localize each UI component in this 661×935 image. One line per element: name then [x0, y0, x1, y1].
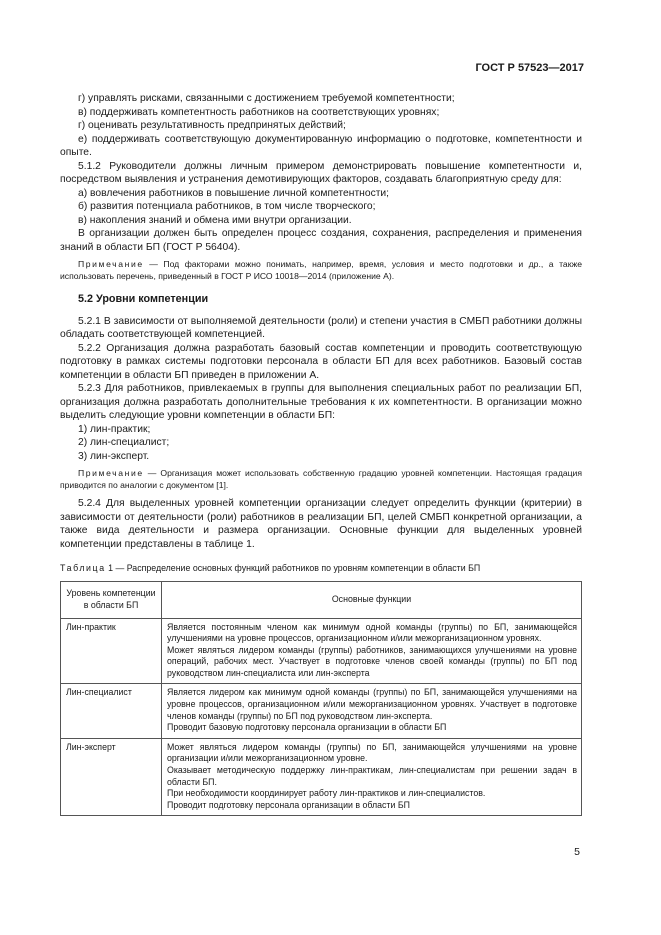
competence-table: [60, 581, 582, 817]
table-row: [61, 618, 582, 684]
function-text: Является лидером как минимум одной команды (группы) по БП, занимающейся улучшениями на уровне процессов, организационном и/или межорганизационном уровнях. Участвует в подготовке членов команды (группы) по БП под руководством лин-эксперта.: [167, 687, 577, 721]
table-caption-label: Таблица: [60, 563, 106, 573]
list-item: 3) лин-эксперт.: [78, 450, 150, 462]
function-text: Может являться лидером команды (группы) по БП, занимающейся улучшениями на уровне организации и/или межорганизационном уровне.: [167, 741, 577, 764]
section-heading: 5.2 Уровни компетенции: [78, 293, 209, 305]
list-item: б) развития потенциала работников, в том числе творческого;: [78, 201, 376, 212]
note-text: — Под факторами можно понимать, например, время, условия и место подготовки и др., а также использовать перечень, приведенный в ГОСТ Р ИСО 10018—2014 (приложение А).: [60, 259, 582, 281]
table-header-level: Уровень компетенции в области БП: [61, 581, 162, 618]
list-item: г) управлять рисками, связанными с достижением требуемой компетентности;: [78, 93, 455, 104]
table-header-row: [61, 581, 582, 618]
table-row: [61, 684, 582, 738]
list-item: а) вовлечения работников в повышение личной компетентности;: [78, 187, 390, 199]
note-label: Примечание: [78, 259, 144, 269]
list-item: в) накопления знаний и обмена ими внутри организации.: [78, 214, 352, 226]
document-header: ГОСТ Р 57523—2017: [475, 62, 584, 74]
table-cell-level: Лин-эксперт: [61, 738, 162, 816]
list-item: в) поддерживать компетентность работников на соответствующих уровнях;: [78, 106, 440, 118]
table-caption: [60, 562, 582, 576]
list-item: е) поддерживать соответствующую документированную информацию о подготовке, компетентности и опыте.: [60, 133, 582, 158]
function-text: При необходимости координирует работу лин-практиков и лин-специалистов.: [167, 788, 486, 799]
list-item: 2) лин-специалист;: [78, 437, 170, 448]
page-number: 5: [574, 846, 580, 858]
paragraph-5-2-3: 5.2.3 Для работников, привлекаемых в группы для выполнения специальных работ по реализации БП, организация должна разработать дополнительные требования к их компетентности. В организации можно выделить следующие уровни компетенции в области БП:: [60, 383, 582, 421]
note-label: Примечание: [78, 468, 144, 478]
note-text: — Организация может использовать собственную градацию уровней компетенции. Настоящая градация приводится по аналогии с документом [1].: [60, 468, 582, 490]
paragraph-5-2-4: 5.2.4 Для выделенных уровней компетенции организации следует определить функции (критерии) в зависимости от деятельности (роли) работников в реализации БП, целей СМБП конкретной организации, а также вида деятельности и размера организации. Основные функции для выделенных уровней компетенции представлены в таблице 1.: [60, 498, 582, 550]
function-text: Проводит подготовку персонала организации в области БП: [167, 799, 410, 810]
table-header-functions: Основные функции: [162, 581, 582, 618]
table-row: [61, 738, 582, 816]
table-cell-level: Лин-практик: [61, 618, 162, 684]
list-item: 1) лин-практик;: [78, 423, 151, 435]
table-cell-functions: [162, 684, 582, 738]
function-text: Является постоянным членом как минимум одной команды (группы) по БП, занимающейся улучшениями на уровне процессов, организационном и/или межорганизационном уровнях.: [167, 621, 577, 644]
table-caption-text: 1 — Распределение основных функций работников по уровням компетенции в области БП: [105, 563, 481, 573]
page-body: [60, 92, 582, 816]
note-2: [60, 468, 582, 491]
list-item: г) оценивать результативность предпринятых действий;: [78, 120, 346, 131]
function-text: Проводит базовую подготовку персонала организации в области БП: [167, 722, 447, 733]
function-text: Может являться лидером команды (группы) работников, занимающихся улучшениями на уровне операций, рабочих мест. Участвует в подготовке членов своей команды (группы) по БП под руководством лин-специалиста или лин-эксперта: [167, 644, 577, 678]
table-cell-functions: [162, 738, 582, 816]
paragraph-5-1-2: 5.1.2 Руководители должны личным примером демонстрировать повышение компетентности и, посредством выявления и устранения демотивирующих факторов, создавать благоприятную среду для:: [60, 160, 582, 185]
function-text: Оказывает методическую поддержку лин-практикам, лин-специалистам при решении задач в области БП.: [167, 765, 577, 787]
note-1: [60, 259, 582, 282]
table-cell-functions: [162, 618, 582, 684]
paragraph-5-2-1: 5.2.1 В зависимости от выполняемой деятельности (роли) и степени участия в СМБП работники должны обладать соответствующей компетенцией.: [60, 315, 582, 340]
table-cell-level: Лин-специалист: [61, 684, 162, 738]
paragraph-knowledge-process: В организации должен быть определен процесс создания, сохранения, распределения и применения знаний в области БП (ГОСТ Р 56404).: [60, 228, 582, 253]
paragraph-5-2-2: 5.2.2 Организация должна разработать базовый состав компетенции и проводить соответствующую подготовку в рамках системы подготовки персонала в области БП для всех работников. Базовый состав компетенции в области БП приведен в приложении А.: [60, 342, 582, 381]
